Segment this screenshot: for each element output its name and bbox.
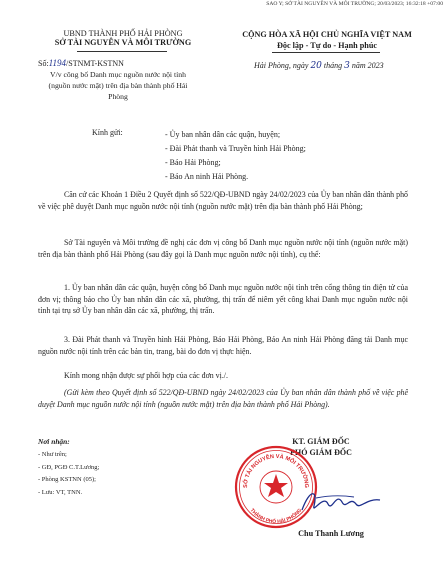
- date-day-handwritten: 20: [310, 61, 322, 71]
- signer-name: Chu Thanh Lương: [298, 529, 364, 538]
- digital-copy-stamp: SAO Y; SỞ TÀI NGUYÊN VÀ MÔI TRƯỜNG; 20/03/2023; 16:32:18 +07:00: [266, 1, 443, 7]
- distribution-item: - Như trên;: [38, 451, 67, 458]
- date-mid: tháng: [321, 61, 345, 70]
- agency-parent: UBND THÀNH PHỐ HẢI PHÒNG: [63, 29, 183, 38]
- document-subject: V/v công bố Danh mục nguồn nước nội tỉnh (nguồn nước mặt) trên địa bàn thành phố Hải Phòng: [48, 70, 188, 101]
- agency-name: SỞ TÀI NGUYÊN VÀ MÔI TRƯỜNG: [54, 38, 192, 47]
- date-line: [254, 61, 384, 71]
- distribution-list: [38, 449, 99, 499]
- date-year: năm 2023: [349, 61, 384, 70]
- seal-star-icon: [264, 474, 288, 497]
- greeting-label: Kính gửi:: [92, 128, 123, 137]
- handwritten-signature: [296, 480, 386, 520]
- seal-bottom-text: THÀNH PHỐ HẢI PHÒNG: [248, 507, 304, 526]
- recipient-item: - Đài Phát thanh và Truyền hình Hải Phòng;: [165, 144, 306, 153]
- distribution-label: Nơi nhận:: [38, 437, 70, 446]
- recipient-item: - Ủy ban nhân dân các quận, huyện;: [165, 130, 281, 139]
- nation-motto: Độc lập - Tự do - Hạnh phúc: [276, 41, 378, 50]
- nation-name: CỘNG HÒA XÃ HỘI CHỦ NGHĨA VIỆT NAM: [242, 30, 412, 39]
- signature-title-line1: KT. GIÁM ĐỐC: [292, 437, 350, 446]
- doc-number-suffix: /STNMT-KSTNN: [66, 59, 124, 68]
- signature-title-line2: PHÓ GIÁM ĐỐC: [290, 448, 352, 457]
- doc-number-handwritten: 1194: [48, 58, 67, 68]
- seal-ring-text: SỞ TÀI NGUYÊN VÀ MÔI TRƯỜNG: [242, 453, 310, 489]
- recipient-item: - Báo An ninh Hải Phòng.: [165, 172, 249, 181]
- agency-underline: [77, 51, 167, 52]
- recipient-list: [165, 128, 365, 184]
- distribution-item: - GĐ, PGĐ C.T.Lương;: [38, 463, 100, 471]
- distribution-item: - Phòng KSTNN (05);: [38, 476, 96, 484]
- attachment-note: (Gửi kèm theo Quyết định số 522/QĐ-UBND ngày 24/02/2023 của Ủy ban nhân dân thành phố về việc phê duyệt Danh mục nguồn nước nội tỉnh (nguồn nước mặt) trên địa bàn thành phố Hải Phòng).: [38, 388, 408, 409]
- distribution-item: - Lưu: VT, TNN.: [38, 488, 83, 496]
- body-paragraph-2: Sở Tài nguyên và Môi trường đề nghị các đơn vị công bố Danh mục nguồn nước nội tỉnh (nguồn nước mặt) trên địa bàn thành phố Hải Phòng (sau đây gọi là Danh mục nguồn nước nội tỉnh), cụ thể:: [38, 238, 408, 259]
- motto-underline: [272, 52, 380, 53]
- body-paragraph-3: 1. Ủy ban nhân dân các quận, huyện công bố Danh mục nguồn nước nội tỉnh trên cổng thông tin điện tử của đơn vị; thông báo cho Ủy ban nhân dân các xã, phường, thị trấn để niêm yết công khai Danh mục nguồn nước nội tỉnh tại trụ sở Ủy ban nhân dân các xã, phường, thị trấn.: [38, 283, 408, 316]
- body-paragraph-5: Kính mong nhận được sự phối hợp của các đơn vị./.: [64, 371, 228, 380]
- doc-number-prefix: Số:: [38, 59, 49, 68]
- body-paragraph-1: Căn cứ các Khoản 1 Điều 2 Quyết định số 522/QĐ-UBND ngày 24/02/2023 của Ủy ban nhân dân thành phố về việc phê duyệt Danh mục nguồn nước nội tỉnh (nguồn nước mặt) trên địa bàn thành phố Hải Phòng;: [38, 190, 408, 211]
- recipient-item: - Báo Hải Phòng;: [165, 158, 221, 167]
- issuing-agency: [43, 29, 203, 47]
- national-header: [213, 29, 441, 51]
- date-month-handwritten: 3: [344, 61, 350, 71]
- document-number: [38, 58, 124, 68]
- body-paragraph-4: 3. Đài Phát thanh và Truyền hình Hải Phòng, Báo Hải Phòng, Báo An ninh Hải Phòng đăng tải Danh mục nguồn nước nội tỉnh trên các bản tin, trang, bài do đơn vị thực hiện.: [38, 335, 408, 356]
- date-place: Hải Phòng, ngày: [254, 61, 311, 70]
